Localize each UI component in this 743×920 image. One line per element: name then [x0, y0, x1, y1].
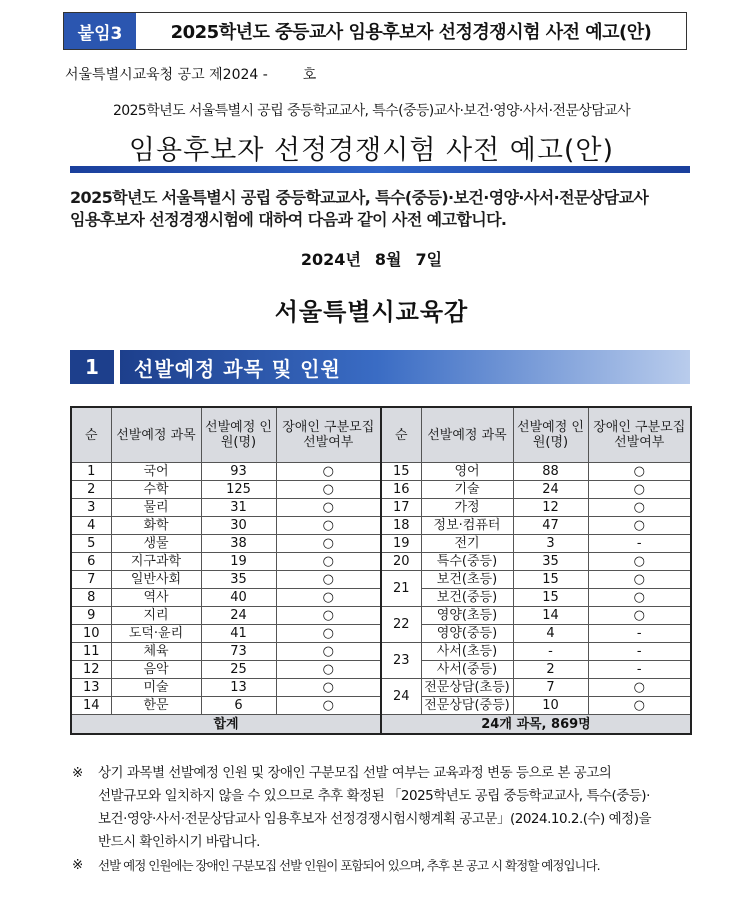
subject-cell: 물리 [111, 499, 201, 517]
row-number: 11 [71, 643, 111, 661]
disabled-cell [588, 679, 691, 697]
disabled-cell [276, 661, 381, 679]
header-count: 선발예정 인원(명) [513, 407, 588, 463]
row-number: 10 [71, 625, 111, 643]
count-cell: 24 [201, 607, 276, 625]
disabled-cell [588, 643, 691, 661]
selection-table [70, 406, 692, 735]
intro-text [70, 187, 690, 231]
count-cell: 12 [513, 499, 588, 517]
intro-line-1: 2025학년도 서울특별시 공립 중등학교교사, 특수(중등)·보건·영양·사서·전문상담교사 [70, 188, 649, 207]
subject-cell: 화학 [111, 517, 201, 535]
selection-mark: ○ [633, 572, 645, 587]
row-number: 20 [381, 553, 421, 571]
row-number: 18 [381, 517, 421, 535]
row-number: 7 [71, 571, 111, 589]
subject-cell: 도덕·윤리 [111, 625, 201, 643]
row-number: 5 [71, 535, 111, 553]
header-subject: 선발예정 과목 [111, 407, 201, 463]
subject-cell: 보건(중등) [421, 589, 513, 607]
subject-cell: 미술 [111, 679, 201, 697]
disabled-cell [276, 463, 381, 481]
note-line: 선발 예정 인원에는 장애인 구분모집 선발 인원이 포함되어 있으며, 추후 본 공고 시 확정할 예정입니다. [98, 858, 600, 873]
count-cell: 13 [201, 679, 276, 697]
row-number: 22 [381, 607, 421, 643]
count-cell: 3 [513, 535, 588, 553]
selection-mark: ○ [322, 500, 334, 515]
row-number: 19 [381, 535, 421, 553]
subject-cell: 가정 [421, 499, 513, 517]
document-header [63, 12, 687, 50]
row-number: 23 [381, 643, 421, 679]
selection-mark: ○ [322, 662, 334, 677]
count-cell: 40 [201, 589, 276, 607]
count-cell: 15 [513, 571, 588, 589]
header-no: 순 [381, 407, 421, 463]
disabled-cell [276, 697, 381, 715]
count-cell: 125 [201, 481, 276, 499]
count-cell: 14 [513, 607, 588, 625]
table-row [71, 553, 691, 571]
subject-cell: 체육 [111, 643, 201, 661]
reference-mark: ※ [72, 765, 83, 781]
disabled-cell [276, 571, 381, 589]
note-line: 반드시 확인하시기 바랍니다. [98, 834, 260, 850]
notice-date [0, 247, 743, 270]
notice-number [65, 64, 316, 84]
subject-cell: 특수(중등) [421, 553, 513, 571]
selection-mark: ○ [633, 482, 645, 497]
subject-cell: 사서(중등) [421, 661, 513, 679]
selection-mark: ○ [633, 698, 645, 713]
title-underline-bar [70, 166, 690, 173]
subject-cell: 영양(중등) [421, 625, 513, 643]
total-row [71, 715, 691, 735]
selection-mark: ○ [633, 464, 645, 479]
subject-cell: 역사 [111, 589, 201, 607]
count-cell: 7 [513, 679, 588, 697]
row-number: 3 [71, 499, 111, 517]
count-cell: 4 [513, 625, 588, 643]
disabled-cell [276, 643, 381, 661]
count-cell: 93 [201, 463, 276, 481]
subject-cell: 생물 [111, 535, 201, 553]
total-value: 24개 과목, 869명 [381, 715, 691, 735]
table-row [71, 679, 691, 697]
row-number: 1 [71, 463, 111, 481]
subject-cell: 정보·컴퓨터 [421, 517, 513, 535]
subject-cell: 전문상담(초등) [421, 679, 513, 697]
disabled-cell [276, 679, 381, 697]
selection-mark: ○ [633, 590, 645, 605]
disabled-cell [588, 571, 691, 589]
count-cell: 6 [201, 697, 276, 715]
disabled-cell [276, 481, 381, 499]
disabled-cell [276, 499, 381, 517]
table-header-row [71, 407, 691, 463]
disabled-cell [276, 589, 381, 607]
sub-heading: 2025학년도 서울특별시 공립 중등학교교사, 특수(중등)교사·보건·영양·사서·전문상담교사 [112, 103, 631, 119]
row-number: 13 [71, 679, 111, 697]
selection-mark: ○ [322, 554, 334, 569]
selection-mark: ○ [322, 644, 334, 659]
selection-mark: ○ [322, 698, 334, 713]
row-number: 15 [381, 463, 421, 481]
section-title: 선발예정 과목 및 인원 [120, 350, 690, 384]
selection-mark: ○ [633, 500, 645, 515]
row-number: 24 [381, 679, 421, 715]
disabled-cell [588, 463, 691, 481]
note-line: 상기 과목별 선발예정 인원 및 장애인 구분모집 선발 여부는 교육과정 변동 등으로 본 공고의 [98, 765, 612, 781]
disabled-cell [588, 535, 691, 553]
notes [72, 762, 692, 877]
selection-mark: - [636, 536, 642, 551]
selection-mark: ○ [633, 518, 645, 533]
header-subject: 선발예정 과목 [421, 407, 513, 463]
subject-cell: 기술 [421, 481, 513, 499]
count-cell: 24 [513, 481, 588, 499]
subject-cell: 음악 [111, 661, 201, 679]
count-cell: 30 [201, 517, 276, 535]
disabled-cell [276, 535, 381, 553]
selection-mark: ○ [322, 482, 334, 497]
selection-mark: ○ [322, 572, 334, 587]
count-cell: 41 [201, 625, 276, 643]
row-number: 2 [71, 481, 111, 499]
disabled-cell [588, 589, 691, 607]
attachment-label: 붙임3 [64, 13, 136, 49]
selection-mark: ○ [322, 536, 334, 551]
selection-mark: - [636, 662, 642, 677]
selection-mark: ○ [633, 608, 645, 623]
subject-cell: 영어 [421, 463, 513, 481]
count-cell: - [513, 643, 588, 661]
selection-mark: ○ [633, 554, 645, 569]
count-cell: 38 [201, 535, 276, 553]
subject-cell: 보건(초등) [421, 571, 513, 589]
selection-mark: ○ [322, 680, 334, 695]
row-number: 16 [381, 481, 421, 499]
subject-cell: 전문상담(중등) [421, 697, 513, 715]
row-number: 14 [71, 697, 111, 715]
count-cell: 15 [513, 589, 588, 607]
count-cell: 2 [513, 661, 588, 679]
reference-mark: ※ [72, 857, 83, 873]
notice-number-prefix: 서울특별시교육청 공고 제2024 - [65, 67, 268, 83]
subject-cell: 지구과학 [111, 553, 201, 571]
count-cell: 19 [201, 553, 276, 571]
disabled-cell [276, 625, 381, 643]
row-number: 8 [71, 589, 111, 607]
subject-cell: 사서(초등) [421, 643, 513, 661]
count-cell: 25 [201, 661, 276, 679]
section-number: 1 [70, 350, 114, 384]
header-disabled: 장애인 구분모집 선발여부 [276, 407, 381, 463]
disabled-cell [276, 553, 381, 571]
selection-mark: ○ [322, 590, 334, 605]
table-row [71, 481, 691, 499]
selection-mark: ○ [322, 608, 334, 623]
disabled-cell [588, 607, 691, 625]
disabled-cell [588, 517, 691, 535]
total-label: 합계 [71, 715, 381, 735]
subject-cell: 지리 [111, 607, 201, 625]
subject-cell: 일반사회 [111, 571, 201, 589]
issuer: 서울특별시교육감 [274, 298, 469, 326]
count-cell: 35 [513, 553, 588, 571]
selection-mark: ○ [633, 680, 645, 695]
row-number: 21 [381, 571, 421, 607]
header-no: 순 [71, 407, 111, 463]
count-cell: 35 [201, 571, 276, 589]
note-line: 선발규모와 일치하지 않을 수 있으므로 추후 확정된 「2025학년도 공립 중등학교교사, 특수(중등)· [98, 788, 650, 804]
header-disabled: 장애인 구분모집 선발여부 [588, 407, 691, 463]
subject-cell: 영양(초등) [421, 607, 513, 625]
row-number: 12 [71, 661, 111, 679]
selection-mark: - [636, 626, 642, 641]
count-cell: 10 [513, 697, 588, 715]
disabled-cell [276, 607, 381, 625]
count-cell: 73 [201, 643, 276, 661]
date-year: 2024년 [300, 250, 361, 269]
table-row [71, 643, 691, 661]
subject-cell: 국어 [111, 463, 201, 481]
count-cell: 31 [201, 499, 276, 517]
row-number: 6 [71, 553, 111, 571]
header-title: 2025학년도 중등교사 임용후보자 선정경쟁시험 사전 예고(안) [170, 22, 652, 43]
selection-mark: ○ [322, 464, 334, 479]
row-number: 9 [71, 607, 111, 625]
count-cell: 88 [513, 463, 588, 481]
table-row [71, 571, 691, 589]
disabled-cell [276, 517, 381, 535]
disabled-cell [588, 625, 691, 643]
intro-line-2: 임용후보자 선정경쟁시험에 대하여 다음과 같이 사전 예고합니다. [70, 210, 507, 229]
notice-number-suffix: 호 [302, 67, 317, 83]
table-row [71, 499, 691, 517]
table-row [71, 535, 691, 553]
row-number: 4 [71, 517, 111, 535]
disabled-cell [588, 481, 691, 499]
date-month: 8월 [374, 250, 402, 269]
table-row [71, 463, 691, 481]
note-item [72, 854, 692, 877]
count-cell: 47 [513, 517, 588, 535]
disabled-cell [588, 553, 691, 571]
subject-cell: 한문 [111, 697, 201, 715]
main-title: 임용후보자 선정경쟁시험 사전 예고(안) [128, 135, 615, 166]
row-number: 17 [381, 499, 421, 517]
disabled-cell [588, 499, 691, 517]
selection-mark: - [636, 644, 642, 659]
subject-cell: 전기 [421, 535, 513, 553]
selection-mark: ○ [322, 518, 334, 533]
table-row [71, 517, 691, 535]
note-item [72, 762, 692, 854]
subject-cell: 수학 [111, 481, 201, 499]
selection-mark: ○ [322, 626, 334, 641]
disabled-cell [588, 697, 691, 715]
table-row [71, 607, 691, 625]
disabled-cell [588, 661, 691, 679]
header-count: 선발예정 인원(명) [201, 407, 276, 463]
note-line: 보건·영양·사서·전문상담교사 임용후보자 선정경쟁시험시행계획 공고문」(2024.10.2.(수) 예정)을 [98, 811, 651, 827]
date-day: 7일 [415, 250, 443, 269]
